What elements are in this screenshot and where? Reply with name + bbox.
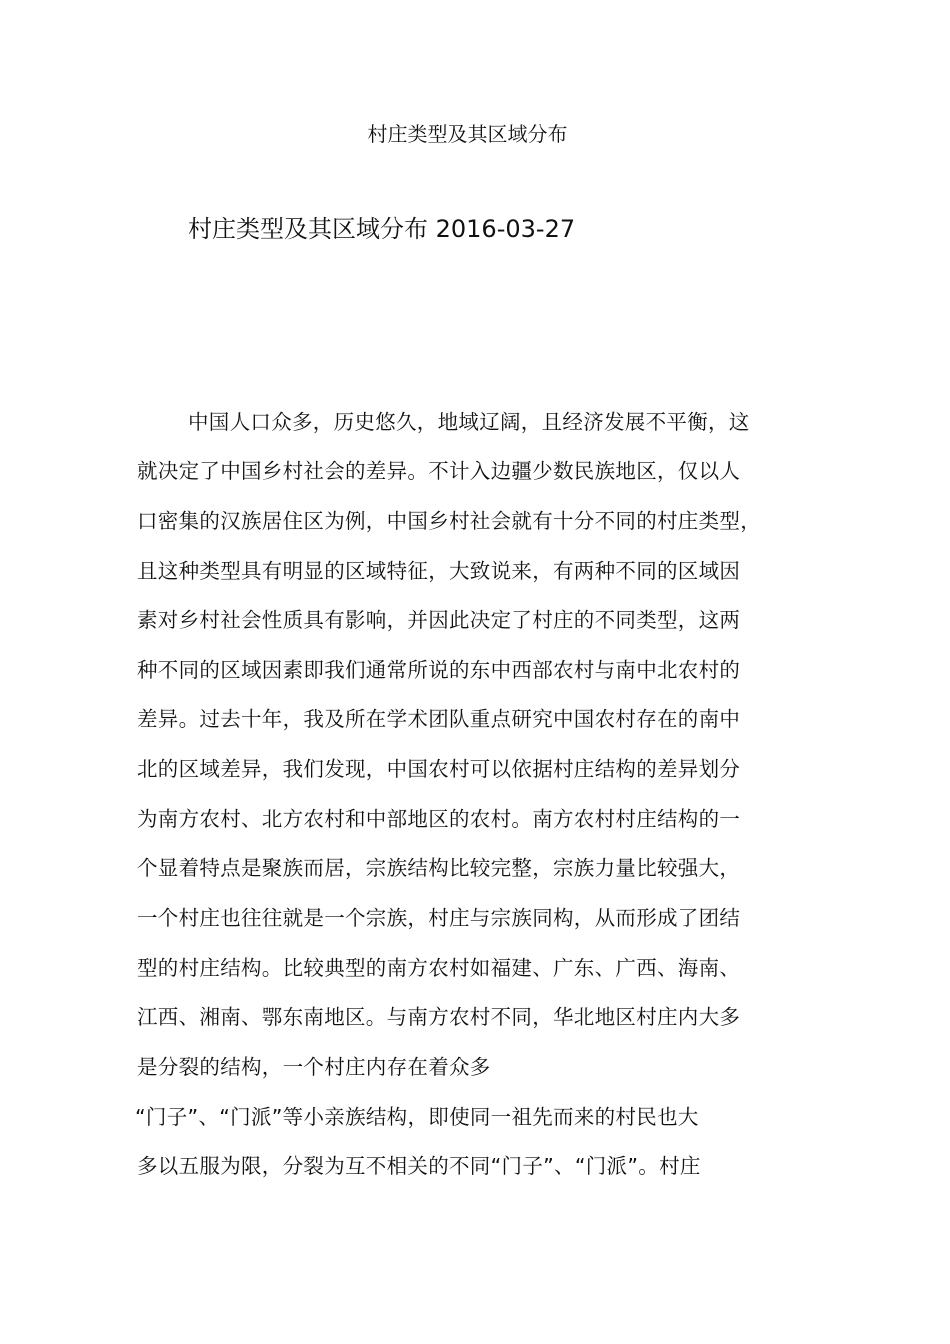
body-line: 为南方农村、北方农村和中部地区的农村。南方农村村庄结构的一 [137,807,741,831]
body-line: 一个村庄也往往就是一个宗族，村庄与宗族同构，从而形成了团结 [137,906,741,930]
body-line: 差异。过去十年，我及所在学术团队重点研究中国农村存在的南中 [137,707,741,731]
body-line: 多以五服为限，分裂为互不相关的不同“门子”、“门派”。村庄 [137,1154,701,1178]
body-line: 个显着特点是聚族而居，宗族结构比较完整，宗族力量比较强大， [137,856,741,880]
body-line: 就决定了中国乡村社会的差异。不计入边疆少数民族地区，仅以人 [137,459,741,483]
body-line: 中国人口众多，历史悠久，地域辽阔，且经济发展不平衡，这 [188,410,750,434]
document-subtitle: 村庄类型及其区域分布 2016-03-27 [188,215,576,243]
body-line: 且这种类型具有明显的区域特征，大致说来，有两种不同的区域因 [137,559,741,583]
body-line: 型的村庄结构。比较典型的南方农村如福建、广东、广西、海南、 [137,956,741,980]
body-line: 种不同的区域因素即我们通常所说的东中西部农村与南中北农村的 [137,658,741,682]
body-line: 是分裂的结构，一个村庄内存在着众多 [137,1055,491,1079]
body-line: 口密集的汉族居住区为例，中国乡村社会就有十分不同的村庄类型， [137,509,761,533]
body-line: 北的区域差异，我们发现，中国农村可以依据村庄结构的差异划分 [137,757,741,781]
page-title: 村庄类型及其区域分布 [367,122,568,146]
body-line: 素对乡村社会性质具有影响，并因此决定了村庄的不同类型，这两 [137,608,741,632]
body-line: 江西、湘南、鄂东南地区。与南方农村不同，华北地区村庄内大多 [137,1005,741,1029]
body-line: “门子”、“门派”等小亲族结构，即使同一祖先而来的村民也大 [135,1105,699,1129]
